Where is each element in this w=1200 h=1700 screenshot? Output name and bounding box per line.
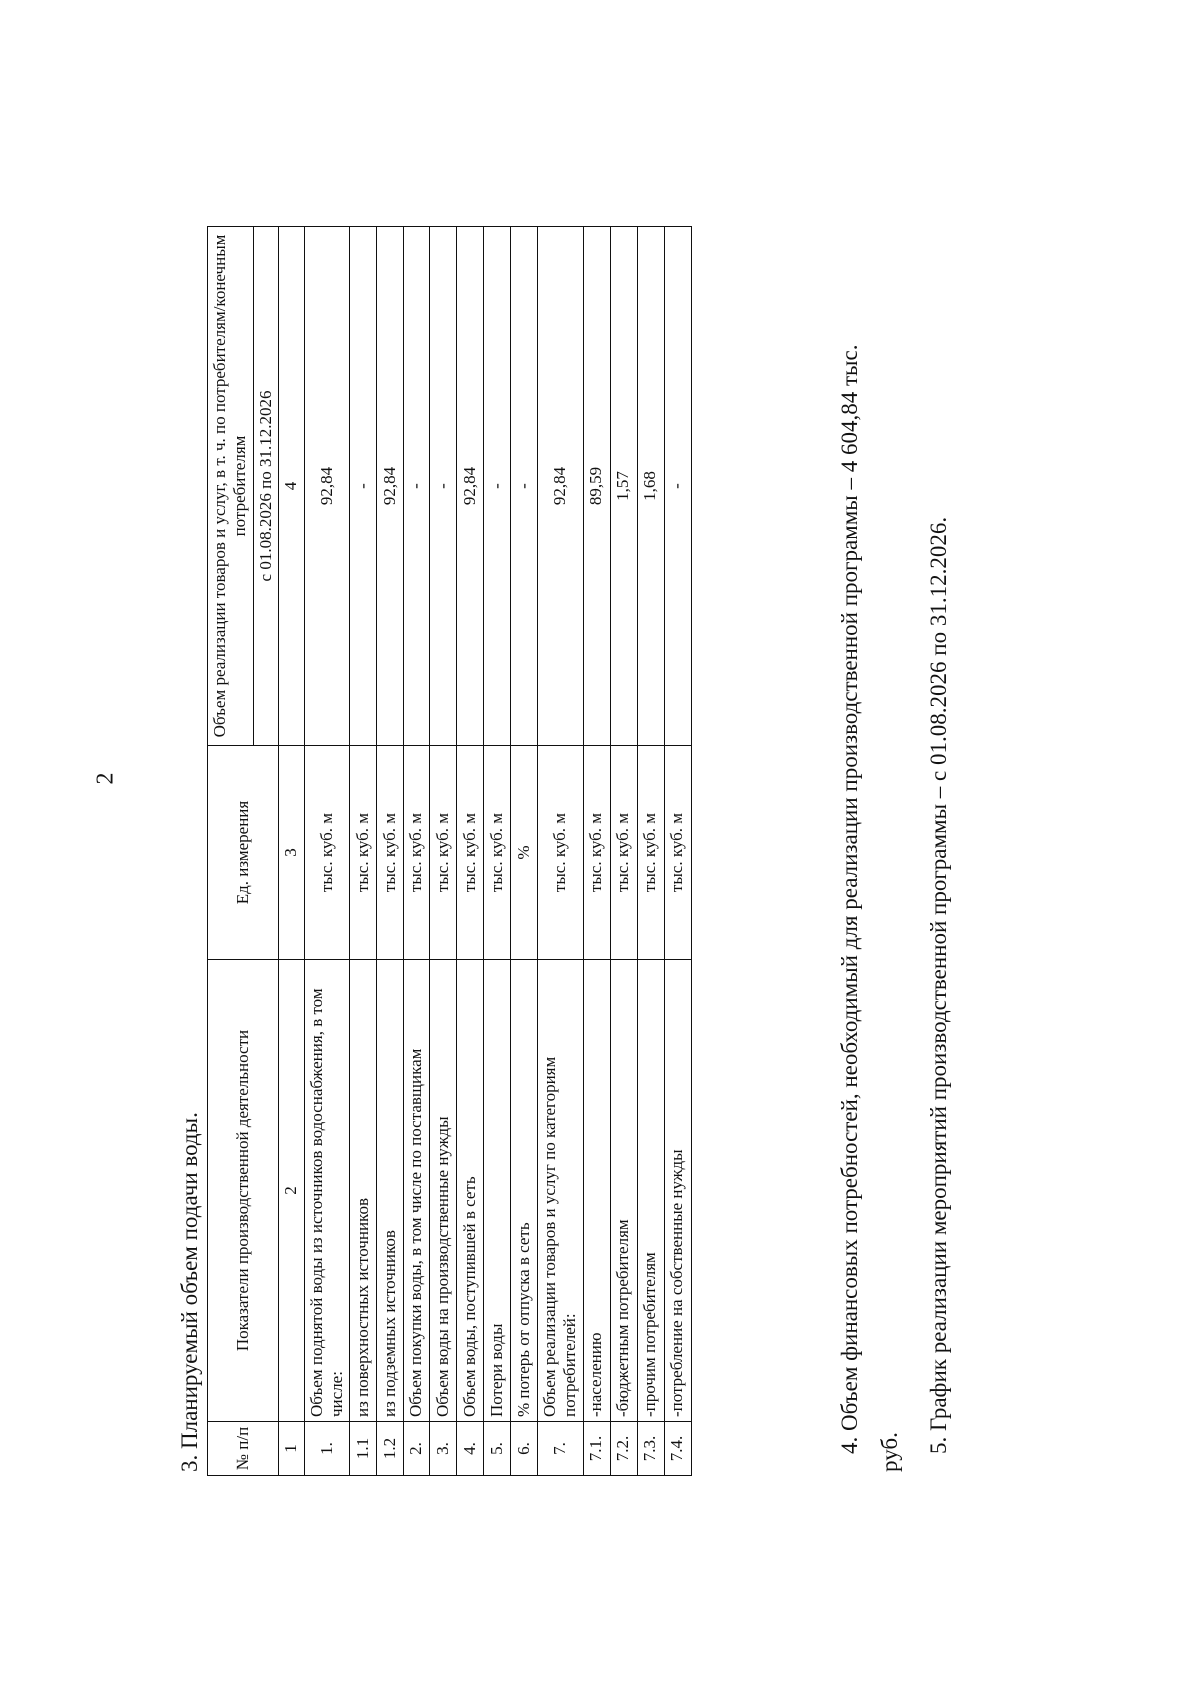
row-unit-cell: тыс. куб. м: [377, 746, 404, 960]
row-value-cell: -: [404, 227, 429, 746]
row-num-cell: 3.: [429, 1422, 456, 1476]
row-num-cell: 7.3.: [637, 1422, 664, 1476]
water-supply-table: [207, 226, 692, 1476]
row-unit-cell: тыс. куб. м: [404, 746, 429, 960]
row-unit-cell: тыс. куб. м: [350, 746, 377, 960]
col-number-3: 3: [279, 746, 304, 960]
section-3-heading: 3. Планируемый объем подачи воды.: [177, 1112, 202, 1472]
table-row: [404, 227, 429, 1476]
header-unit: Ед. измерения: [208, 746, 279, 960]
row-num-cell: 1.1: [350, 1422, 377, 1476]
col-number-2: 2: [279, 960, 304, 1422]
table-row: [637, 227, 664, 1476]
row-num-cell: 5.: [483, 1422, 510, 1476]
section-5-paragraph: 5. График реализации мероприятий производственной программы – с 01.08.2026 по 31.12.2026.: [926, 516, 951, 1454]
page-number: 2: [92, 772, 119, 785]
table-row: [456, 227, 483, 1476]
header-period: с 01.08.2026 по 31.12.2026: [253, 227, 278, 746]
row-value-cell: 89,59: [583, 227, 610, 746]
row-num-cell: 6.: [510, 1422, 537, 1476]
row-unit-cell: тыс. куб. м: [583, 746, 610, 960]
row-name-cell: % потерь от отпуска в сеть: [510, 960, 537, 1422]
row-name-cell: Объем воды на производственные нужды: [429, 960, 456, 1422]
table-row: [583, 227, 610, 1476]
row-num-cell: 1.: [304, 1422, 350, 1476]
header-num: № п/п: [208, 1422, 279, 1476]
table-row: [377, 227, 404, 1476]
row-name-cell: Объем поднятой воды из источников водоснабжения, в том числе:: [304, 960, 350, 1422]
row-name-cell: из подземных источников: [377, 960, 404, 1422]
row-unit-cell: тыс. куб. м: [537, 746, 583, 960]
section-4-line1: 4. Объем финансовых потребностей, необходимый для реализации производственной программы – 4 604,84 тыс.: [837, 344, 862, 1454]
row-unit-cell: %: [510, 746, 537, 960]
col-number-4: 4: [279, 227, 304, 746]
col-number-1: 1: [279, 1422, 304, 1476]
row-unit-cell: тыс. куб. м: [664, 746, 691, 960]
row-name-cell: Объем покупки воды, в том числе по поставщикам: [404, 960, 429, 1422]
row-unit-cell: тыс. куб. м: [429, 746, 456, 960]
table-body: [304, 227, 691, 1476]
row-unit-cell: тыс. куб. м: [483, 746, 510, 960]
row-num-cell: 7.2.: [610, 1422, 637, 1476]
section-4-line2: руб.: [877, 1432, 902, 1472]
row-num-cell: 7.4.: [664, 1422, 691, 1476]
row-unit-cell: тыс. куб. м: [610, 746, 637, 960]
table-row: [610, 227, 637, 1476]
row-value-cell: 92,84: [377, 227, 404, 746]
row-value-cell: 1,68: [637, 227, 664, 746]
row-num-cell: 1.2: [377, 1422, 404, 1476]
row-name-cell: -населению: [583, 960, 610, 1422]
table-row: [429, 227, 456, 1476]
header-volume: Объем реализации товаров и услуг, в т. ч. по потребителям/конечным потребителям: [208, 227, 254, 746]
table-row: [304, 227, 350, 1476]
row-value-cell: 1,57: [610, 227, 637, 746]
row-value-cell: 92,84: [456, 227, 483, 746]
row-name-cell: из поверхностных источников: [350, 960, 377, 1422]
row-name-cell: Потери воды: [483, 960, 510, 1422]
row-name-cell: -бюджетным потребителям: [610, 960, 637, 1422]
row-value-cell: 92,84: [304, 227, 350, 746]
section-4-paragraph: [830, 204, 902, 1472]
row-name-cell: Объем воды, поступившей в сеть: [456, 960, 483, 1422]
row-value-cell: -: [510, 227, 537, 746]
table-row: [483, 227, 510, 1476]
row-unit-cell: тыс. куб. м: [304, 746, 350, 960]
row-name-cell: Объем реализации товаров и услуг по категориям потребителей:: [537, 960, 583, 1422]
row-unit-cell: тыс. куб. м: [456, 746, 483, 960]
row-num-cell: 4.: [456, 1422, 483, 1476]
row-value-cell: -: [429, 227, 456, 746]
row-num-cell: 7.1.: [583, 1422, 610, 1476]
header-indicator: Показатели производственной деятельности: [208, 960, 279, 1422]
table-row: [537, 227, 583, 1476]
row-name-cell: -прочим потребителям: [637, 960, 664, 1422]
row-value-cell: -: [664, 227, 691, 746]
table-row: [510, 227, 537, 1476]
row-value-cell: -: [350, 227, 377, 746]
table-row: [664, 227, 691, 1476]
row-value-cell: 92,84: [537, 227, 583, 746]
row-num-cell: 7.: [537, 1422, 583, 1476]
row-name-cell: -потребление на собственные нужды: [664, 960, 691, 1422]
table-row: [350, 227, 377, 1476]
row-num-cell: 2.: [404, 1422, 429, 1476]
row-value-cell: -: [483, 227, 510, 746]
row-unit-cell: тыс. куб. м: [637, 746, 664, 960]
